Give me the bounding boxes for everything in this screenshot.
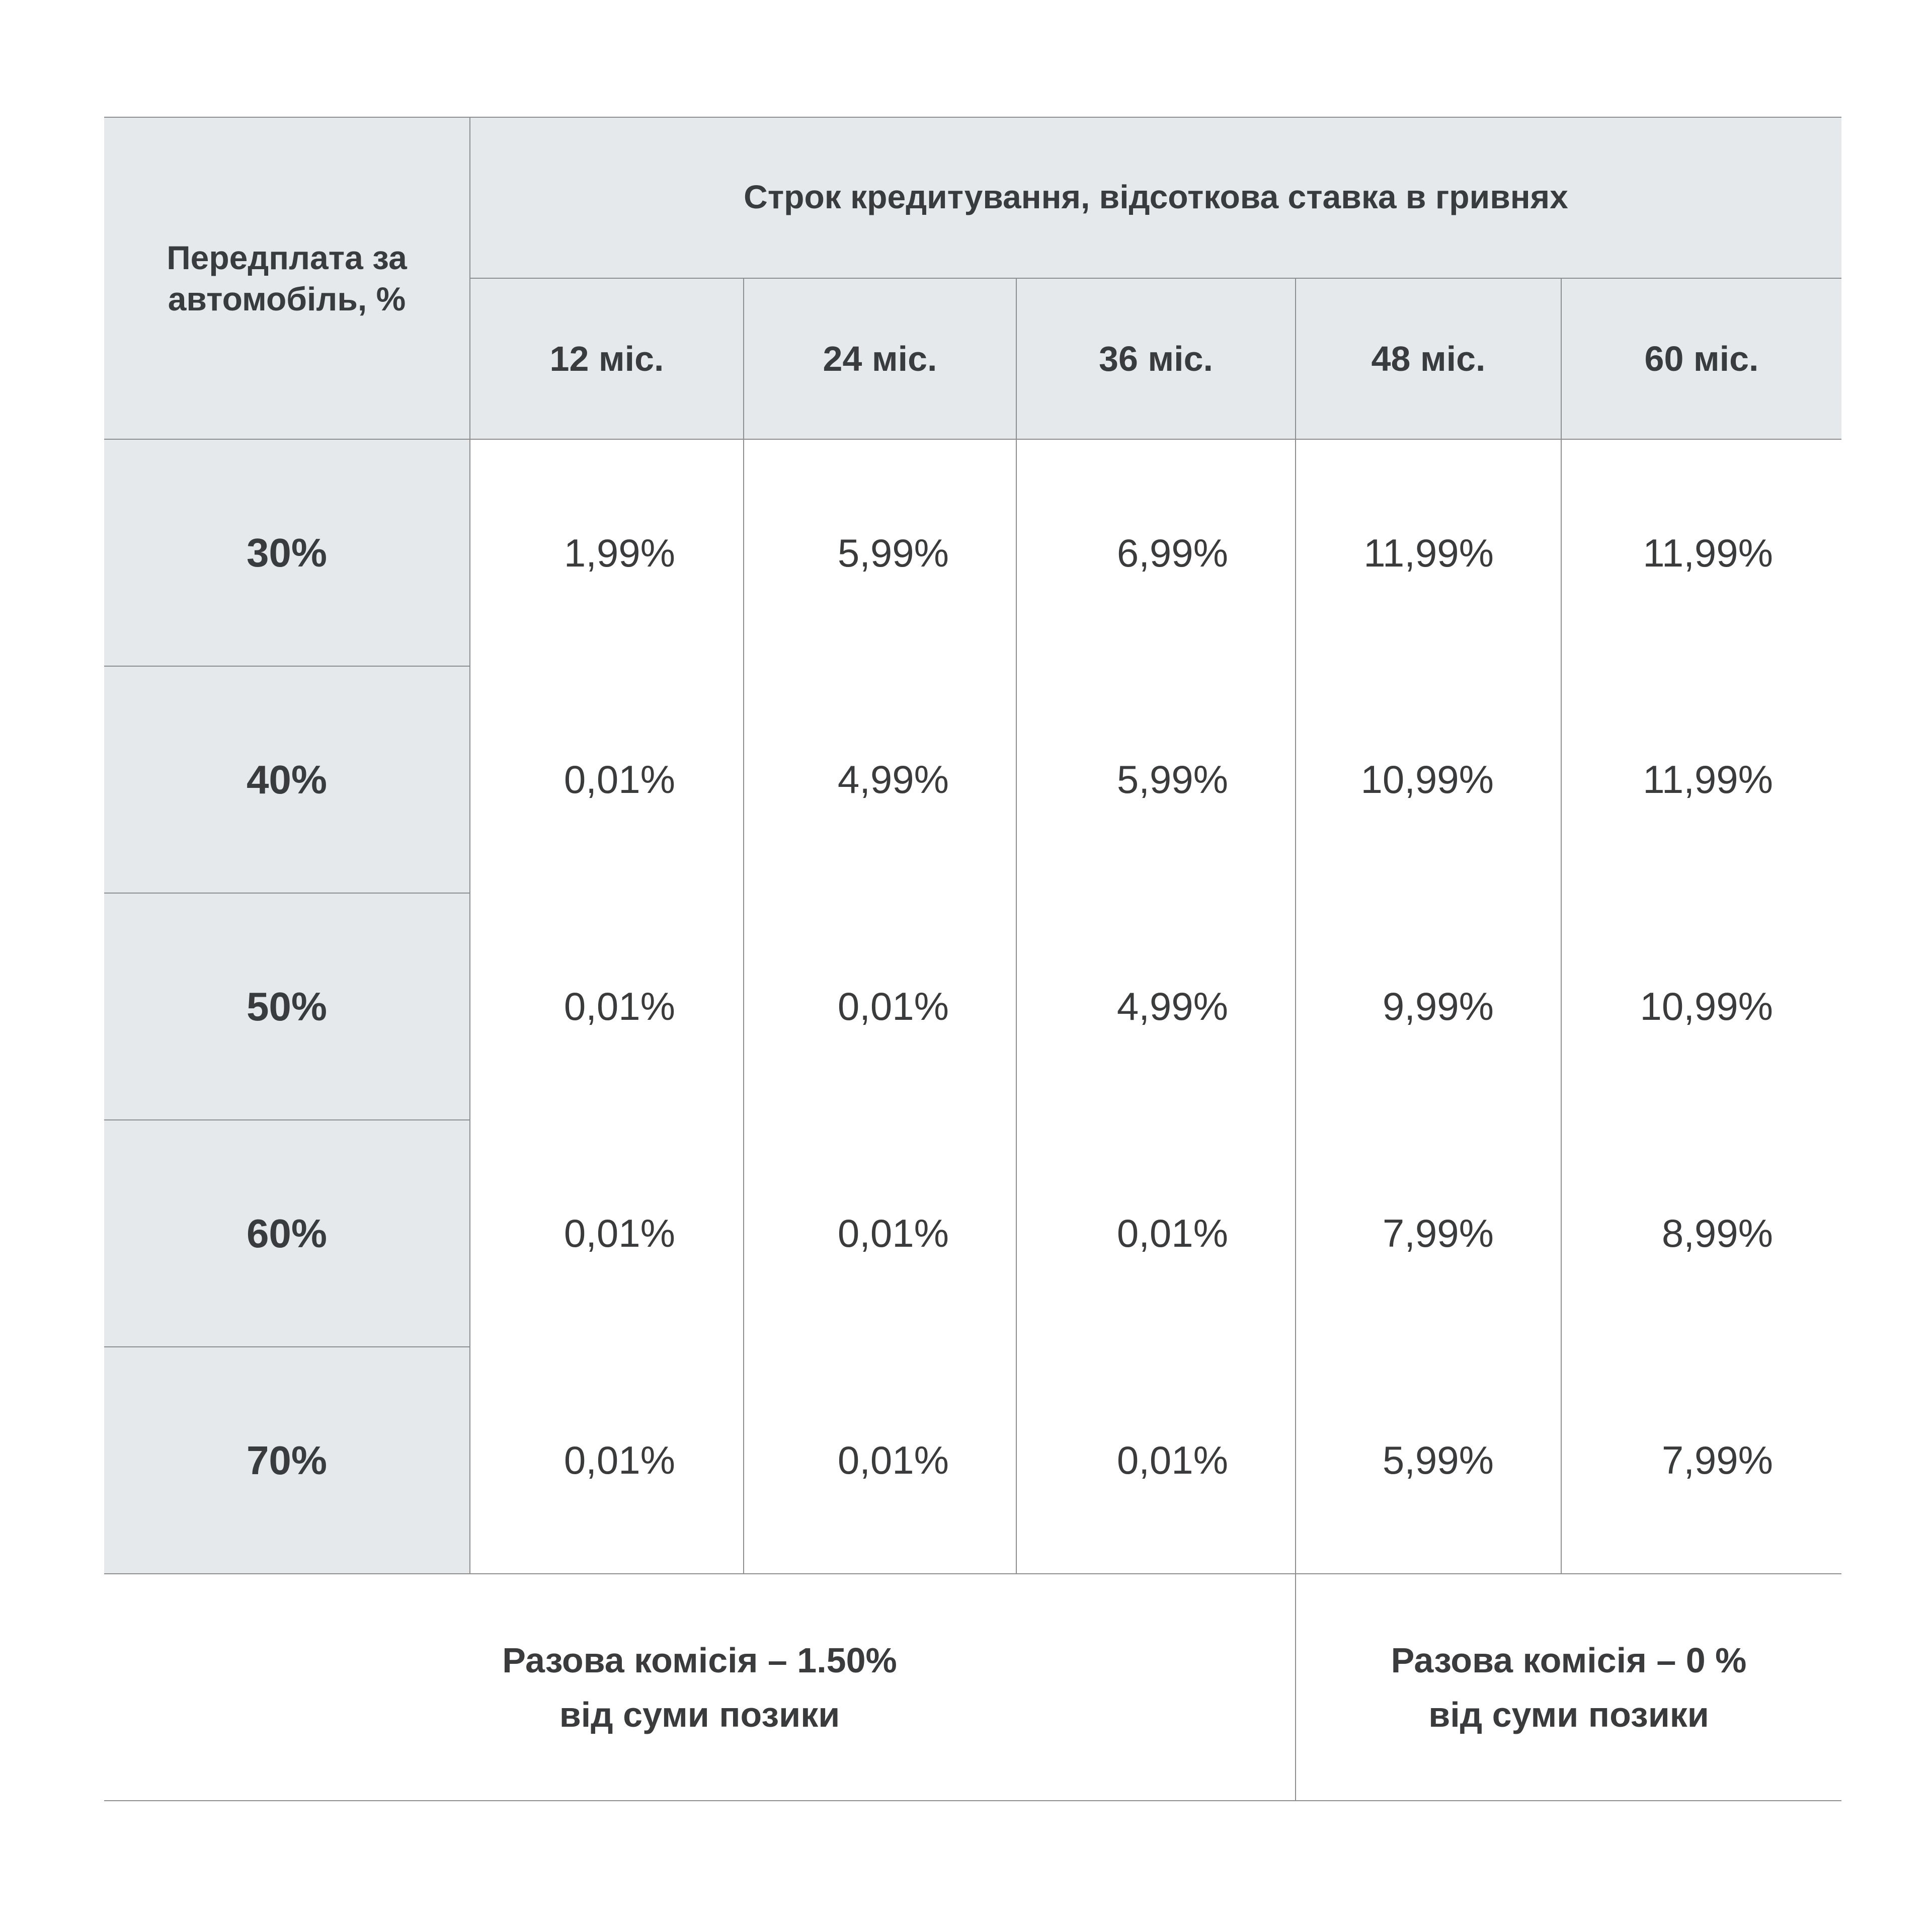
rate-cell: 0,01% <box>744 1120 1016 1347</box>
prepayment-header-line-1: Передплата за <box>167 239 407 276</box>
rate-cell: 0,01% <box>470 666 744 893</box>
rate-cell: 4,99% <box>744 666 1016 893</box>
rate-cell: 8,99% <box>1561 1120 1841 1347</box>
commission-note-0 <box>1296 1574 1841 1801</box>
commission-note-line-2: від суми позики <box>559 1695 840 1734</box>
prepayment-row-header: 60% <box>104 1120 470 1347</box>
loan-rates-table <box>104 117 1841 1801</box>
rate-cell: 11,99% <box>1296 439 1561 666</box>
rate-cell: 5,99% <box>744 439 1016 666</box>
prepayment-row-header: 50% <box>104 893 470 1120</box>
prepayment-header-line-2: автомобіль, % <box>168 280 406 317</box>
rate-cell: 10,99% <box>1296 666 1561 893</box>
rate-cell: 5,99% <box>1016 666 1296 893</box>
rate-cell: 6,99% <box>1016 439 1296 666</box>
rate-cell: 0,01% <box>1016 1120 1296 1347</box>
term-header-36: 36 міс. <box>1016 278 1296 439</box>
term-header-12: 12 міс. <box>470 278 744 439</box>
commission-note-line-1: Разова комісія – 0 % <box>1391 1640 1747 1680</box>
rate-cell: 10,99% <box>1561 893 1841 1120</box>
loan-term-group-header: Строк кредитування, відсоткова ставка в гривнях <box>470 117 1841 278</box>
rate-cell: 0,01% <box>470 1347 744 1574</box>
rate-cell: 7,99% <box>1296 1120 1561 1347</box>
table-row <box>104 1120 1841 1347</box>
rate-cell: 11,99% <box>1561 439 1841 666</box>
rate-cell: 11,99% <box>1561 666 1841 893</box>
table-row <box>104 893 1841 1120</box>
rate-cell: 4,99% <box>1016 893 1296 1120</box>
term-header-60: 60 міс. <box>1561 278 1841 439</box>
rate-cell: 1,99% <box>470 439 744 666</box>
term-header-48: 48 міс. <box>1296 278 1561 439</box>
table-row <box>104 666 1841 893</box>
rate-cell: 0,01% <box>744 1347 1016 1574</box>
rate-cell: 5,99% <box>1296 1347 1561 1574</box>
table-row <box>104 439 1841 666</box>
commission-row <box>104 1574 1841 1801</box>
table-row <box>104 1347 1841 1574</box>
prepayment-row-header: 30% <box>104 439 470 666</box>
rate-cell: 0,01% <box>470 893 744 1120</box>
prepayment-column-header <box>104 117 470 439</box>
commission-note-line-1: Разова комісія – 1.50% <box>502 1640 897 1680</box>
term-header-24: 24 міс. <box>744 278 1016 439</box>
prepayment-row-header: 70% <box>104 1347 470 1574</box>
commission-note-1-50 <box>104 1574 1296 1801</box>
rate-cell: 0,01% <box>744 893 1016 1120</box>
rate-cell: 0,01% <box>1016 1347 1296 1574</box>
rate-cell: 0,01% <box>470 1120 744 1347</box>
rate-cell: 9,99% <box>1296 893 1561 1120</box>
rate-cell: 7,99% <box>1561 1347 1841 1574</box>
header-row-group <box>104 117 1841 278</box>
commission-note-line-2: від суми позики <box>1428 1695 1709 1734</box>
prepayment-row-header: 40% <box>104 666 470 893</box>
